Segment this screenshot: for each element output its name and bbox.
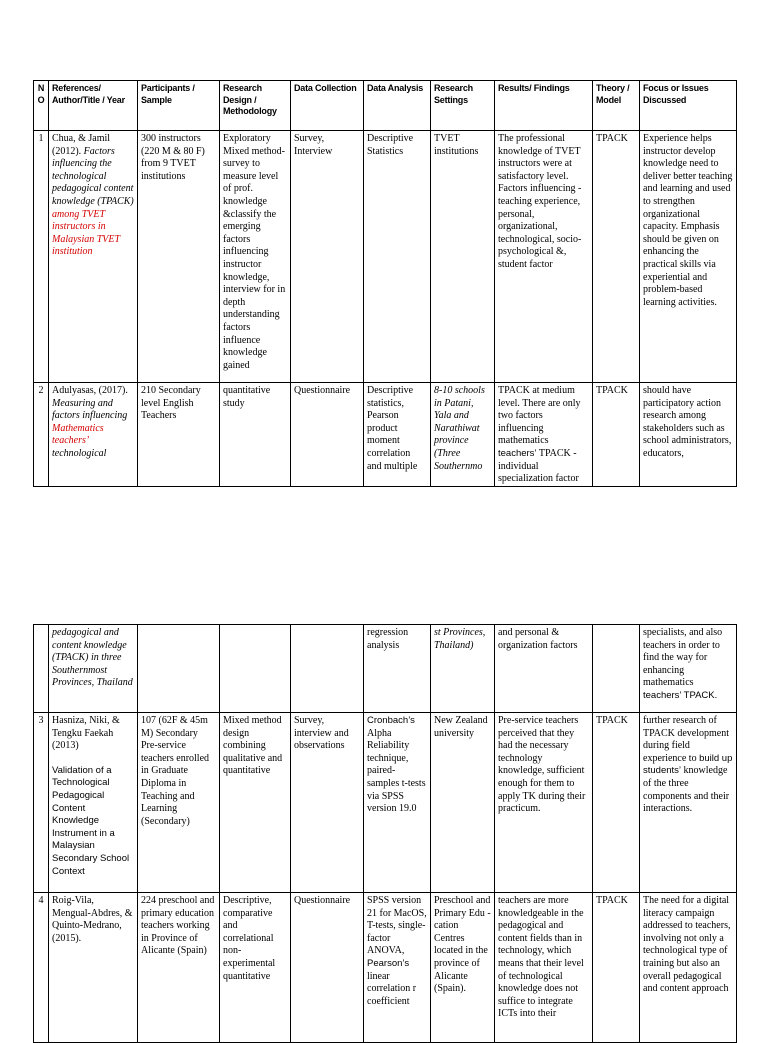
table-row xyxy=(34,131,737,383)
results-cell xyxy=(495,383,593,487)
design-cell: Mixed method design combining qualitative and quantitative xyxy=(220,713,291,893)
settings-cell: st Provinces, Thailand) xyxy=(431,625,495,713)
header-focus: Focus or Issues Discussed xyxy=(640,81,737,131)
reference-author: Chua, & Jamil (2012). xyxy=(52,133,111,157)
collection-cell: Questionnaire xyxy=(291,383,364,487)
analysis-text-emphasis: Cronbach’s xyxy=(367,715,415,726)
analysis-text-end: linear correlation r coefficient xyxy=(367,970,417,1007)
results-text-end: TPACK - individual specialization factor xyxy=(498,447,579,485)
analysis-text: Alpha Reliability technique, paired-samples t-tests via SPSS version 19.0 xyxy=(367,727,426,815)
focus-text-end: knowledge of the three components and their interactions. xyxy=(643,765,730,815)
reference-cell xyxy=(49,131,138,383)
reference-cell: pedagogical and content knowledge (TPACK) in three Southernmost Provinces, Thailand xyxy=(49,625,138,713)
header-row xyxy=(34,81,737,131)
focus-text-emphasis: build up students’ xyxy=(643,752,733,777)
row-number xyxy=(34,625,49,713)
theory-cell: TPACK xyxy=(593,131,640,383)
reference-title-highlight: Mathematics teachers’ xyxy=(52,422,104,447)
header-references: References/ Author/Title / Year xyxy=(49,81,138,131)
focus-cell: The need for a digital literacy campaign addressed to teachers, involving not only a technological type of training but also an overall pedagogical and content approach xyxy=(640,893,737,1043)
settings-cell: Preschool and Primary Edu - cation Centres located in the province of Alicante (Spain). xyxy=(431,893,495,1043)
reference-cell: Roig-Vila, Mengual-Abdres, & Quinto-Medrano, (2015). xyxy=(49,893,138,1043)
row-number: 4 xyxy=(34,893,49,1043)
reference-title-highlight: among TVET instructors in Malaysian TVET institution xyxy=(52,208,120,258)
focus-cell xyxy=(640,625,737,713)
theory-cell xyxy=(593,625,640,713)
design-cell xyxy=(220,625,291,713)
participants-cell: 107 (62F & 45m M) Secondary Pre-service teachers enrolled in Graduate Diploma in Teaching and Learning (Secondary) xyxy=(138,713,220,893)
focus-cell: Experience helps instructor develop knowledge need to deliver better teaching and learning and used to strengthen organizational capacity. Emphasis should be given on enhancing the practical skills via experiential and problem-based learning activities. xyxy=(640,131,737,383)
header-data-analysis: Data Analysis xyxy=(364,81,431,131)
literature-table-part-1 xyxy=(33,80,737,487)
row-number: 2 xyxy=(34,383,49,487)
header-results: Results/ Findings xyxy=(495,81,593,131)
theory-cell: TPACK xyxy=(593,383,640,487)
participants-cell: 210 Secondary level English Teachers xyxy=(138,383,220,487)
collection-cell: Survey, interview and observations xyxy=(291,713,364,893)
participants-cell xyxy=(138,625,220,713)
analysis-text: SPSS version 21 for MacOS, T-tests, single-factor ANOVA, xyxy=(367,895,427,957)
analysis-cell xyxy=(364,893,431,1043)
design-cell: quantitative study xyxy=(220,383,291,487)
row-number: 1 xyxy=(34,131,49,383)
reference-title-continued: technological xyxy=(52,447,107,459)
theory-cell: TPACK xyxy=(593,713,640,893)
header-research-design: Research Design / Methodology xyxy=(220,81,291,131)
header-theory: Theory / Model xyxy=(593,81,640,131)
reference-cell xyxy=(49,383,138,487)
row-number: 3 xyxy=(34,713,49,893)
settings-cell: 8-10 schools in Patani, Yala and Narathiwat province (Three Southernmo xyxy=(431,383,495,487)
header-research-settings: Research Settings xyxy=(431,81,495,131)
collection-cell xyxy=(291,625,364,713)
collection-cell: Questionnaire xyxy=(291,893,364,1043)
results-text-emphasis: teachers’ xyxy=(498,447,537,459)
design-cell: Descriptive, comparative and correlational non-experimental quantitative xyxy=(220,893,291,1043)
results-cell: teachers are more knowledgeable in the pedagogical and content fields than in technology, which means that their level of technological knowledge does not suffice to integrate ICTs into their xyxy=(495,893,593,1043)
literature-table-part-2 xyxy=(33,624,737,1043)
reference-title: Factors influencing the technological pedagogical content knowledge (TPACK) xyxy=(52,145,134,207)
focus-text: specialists, and also teachers in order to find the way for enhancing mathematics xyxy=(643,627,723,689)
participants-cell: 224 preschool and primary education teachers working in Province of Alicante (Spain) xyxy=(138,893,220,1043)
header-no: N O xyxy=(34,81,49,131)
settings-cell: TVET institutions xyxy=(431,131,495,383)
analysis-cell: regression analysis xyxy=(364,625,431,713)
participants-cell: 300 instructors (220 M & 80 F) from 9 TVET institutions xyxy=(138,131,220,383)
results-cell: The professional knowledge of TVET instructors were at satisfactory level. Factors influencing - teaching experience, personal, organizational, technological, socio-psychological &, student factor xyxy=(495,131,593,383)
focus-text-emphasis: teachers’ TPACK. xyxy=(643,689,718,701)
table-row xyxy=(34,893,737,1043)
analysis-text-emphasis: Pearson’s xyxy=(367,957,410,969)
theory-cell: TPACK xyxy=(593,893,640,1043)
reference-cell xyxy=(49,713,138,893)
focus-text: further research of TPACK development during field experience to xyxy=(643,715,730,764)
analysis-cell xyxy=(364,713,431,893)
focus-cell: should have participatory action research among stakeholders such as school administrators, educators, xyxy=(640,383,737,487)
header-participants: Participants / Sample xyxy=(138,81,220,131)
focus-cell xyxy=(640,713,737,893)
reference-title: Measuring and factors influencing xyxy=(52,397,128,422)
settings-cell: New Zealand university xyxy=(431,713,495,893)
reference-title: Validation of a Technological Pedagogical Content Knowledge Instrument in a Malaysian Secondary School Context xyxy=(52,764,130,877)
analysis-cell: Descriptive statistics, Pearson product moment correlation and multiple xyxy=(364,383,431,487)
reference-author: Hasniza, Niki, & Tengku Faekah (2013) xyxy=(52,715,120,752)
header-data-collection: Data Collection xyxy=(291,81,364,131)
table-row xyxy=(34,713,737,893)
collection-cell: Survey, Interview xyxy=(291,131,364,383)
results-cell: Pre-service teachers perceived that they had the necessary technology knowledge, sufficient enough for them to apply TK during their practicum. xyxy=(495,713,593,893)
analysis-cell: Descriptive Statistics xyxy=(364,131,431,383)
design-cell: Exploratory Mixed method- survey to measure level of prof. knowledge &classify the emerging factors influencing instructor knowledge, interview for in depth understanding factors influence knowledge gained xyxy=(220,131,291,383)
results-cell: and personal & organization factors xyxy=(495,625,593,713)
table-row xyxy=(34,383,737,487)
reference-author: Adulyasas, (2017). xyxy=(52,385,128,396)
table-row xyxy=(34,625,737,713)
results-text: TPACK at medium level. There are only two factors influencing mathematics xyxy=(498,385,581,447)
